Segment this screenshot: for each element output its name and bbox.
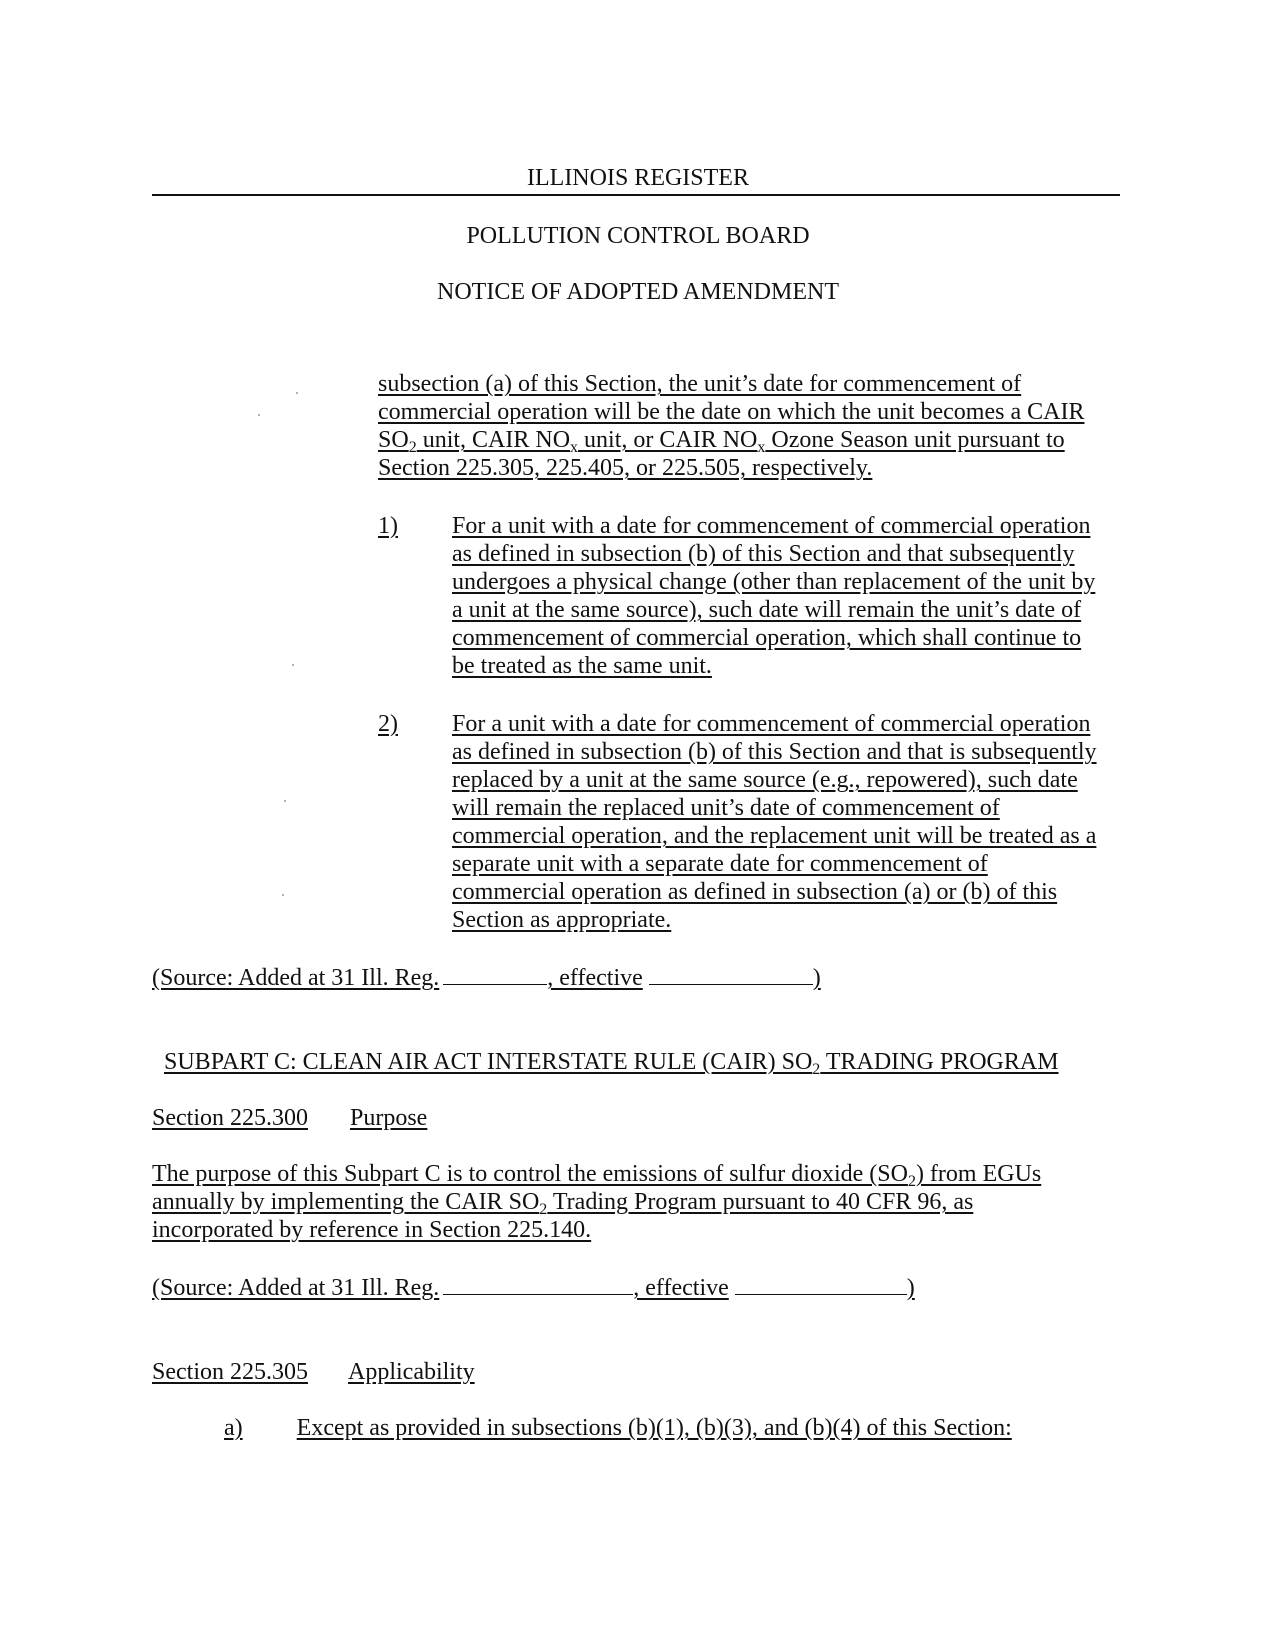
source-close-text: )	[906, 1275, 915, 1301]
source-effective-text: , effective	[633, 1275, 729, 1301]
blank-line	[735, 1274, 907, 1295]
source-close-text: )	[812, 965, 821, 991]
purpose-line-2	[152, 1188, 973, 1216]
source-text: (Source: Added at 31 Ill. Reg.	[152, 1275, 440, 1301]
subscript: 2	[539, 1201, 548, 1218]
section-number: Section 225.305	[152, 1359, 308, 1385]
scan-speck	[258, 414, 260, 416]
item-1-line-2: as defined in subsection (b) of this Section and that subsequently	[452, 541, 1075, 567]
item-1-line-5: commencement of commercial operation, which shall continue to	[452, 625, 1082, 651]
item-2-line-5: commercial operation, and the replacement unit will be treated as a	[452, 823, 1097, 849]
subpart-heading	[164, 1048, 1059, 1076]
item-2-line-3: replaced by a unit at the same source (e.g., repowered), such date	[452, 767, 1078, 793]
ozone-text: Ozone Season unit pursuant to	[765, 427, 1065, 453]
source-note-1	[152, 964, 821, 992]
intro-line-3	[378, 426, 1065, 454]
board-title: POLLUTION CONTROL BOARD	[466, 223, 810, 249]
section-title: Purpose	[350, 1105, 428, 1131]
item-2-line-7: commercial operation as defined in subsection (a) or (b) of this	[452, 879, 1058, 905]
nox-text: unit, or CAIR NO	[578, 427, 758, 453]
subsection-a	[224, 1414, 1012, 1442]
subscript: 2	[408, 439, 417, 456]
subscript: x	[570, 439, 579, 456]
section-305-heading	[152, 1358, 475, 1386]
section-number: Section 225.300	[152, 1105, 308, 1131]
so-text: SO	[378, 427, 409, 453]
item-2-line-8: Section as appropriate.	[452, 907, 672, 933]
item-1-line-4: a unit at the same source), such date will remain the unit’s date of	[452, 597, 1082, 623]
notice-title: NOTICE OF ADOPTED AMENDMENT	[437, 279, 839, 305]
item-number-text: 1)	[378, 513, 398, 539]
purpose-text: ) from EGUs	[915, 1161, 1042, 1187]
scan-speck	[284, 800, 286, 802]
item-2-line-4: will remain the replaced unit’s date of commencement of	[452, 795, 1000, 821]
blank-line	[443, 964, 547, 985]
scan-speck	[296, 392, 298, 394]
item-number-text: 2)	[378, 711, 398, 737]
item-2-number	[378, 710, 452, 738]
item-2-line-2: as defined in subsection (b) of this Section and that is subsequently	[452, 739, 1097, 765]
scan-speck	[282, 894, 284, 896]
subpart-text: TRADING PROGRAM	[820, 1049, 1059, 1075]
subpart-text: SUBPART C: CLEAN AIR ACT INTERSTATE RULE (CAIR) SO	[164, 1049, 813, 1075]
nox-text: unit, CAIR NO	[416, 427, 571, 453]
header-rule	[152, 194, 1120, 196]
subscript: x	[757, 439, 766, 456]
subsection-text: Except as provided in subsections (b)(1), (b)(3), and (b)(4) of this Section:	[296, 1415, 1012, 1441]
subscript: 2	[812, 1061, 821, 1078]
blank-line	[443, 1274, 633, 1295]
intro-line-4: Section 225.305, 225.405, or 225.505, respectively.	[378, 455, 873, 481]
scan-speck	[292, 664, 294, 666]
purpose-text: Trading Program pursuant to 40 CFR 96, as	[547, 1189, 974, 1215]
source-note-2	[152, 1274, 915, 1302]
intro-line-2: commercial operation will be the date on which the unit becomes a CAIR	[378, 399, 1085, 425]
blank-line	[649, 964, 813, 985]
register-title: ILLINOIS REGISTER	[527, 165, 749, 191]
subscript: 2	[907, 1173, 916, 1190]
item-1-line-3: undergoes a physical change (other than replacement of the unit by	[452, 569, 1096, 595]
purpose-text: annually by implementing the CAIR SO	[152, 1189, 540, 1215]
item-2-line-6: separate unit with a separate date for commencement of	[452, 851, 988, 877]
intro-line-1: subsection (a) of this Section, the unit’s date for commencement of	[378, 371, 1022, 397]
purpose-line-1	[152, 1160, 1041, 1188]
subsection-number: a)	[224, 1415, 243, 1441]
source-effective-text: , effective	[547, 965, 643, 991]
section-300-heading	[152, 1104, 427, 1132]
item-1-line-1: For a unit with a date for commencement of commercial operation	[452, 513, 1091, 539]
item-1-number	[378, 512, 452, 540]
purpose-text: The purpose of this Subpart C is to control the emissions of sulfur dioxide (SO	[152, 1161, 908, 1187]
source-text: (Source: Added at 31 Ill. Reg.	[152, 965, 440, 991]
purpose-line-3: incorporated by reference in Section 225.140.	[152, 1217, 592, 1243]
section-title: Applicability	[348, 1359, 475, 1385]
item-2-line-1: For a unit with a date for commencement of commercial operation	[452, 711, 1091, 737]
item-1-line-6: be treated as the same unit.	[452, 653, 712, 679]
